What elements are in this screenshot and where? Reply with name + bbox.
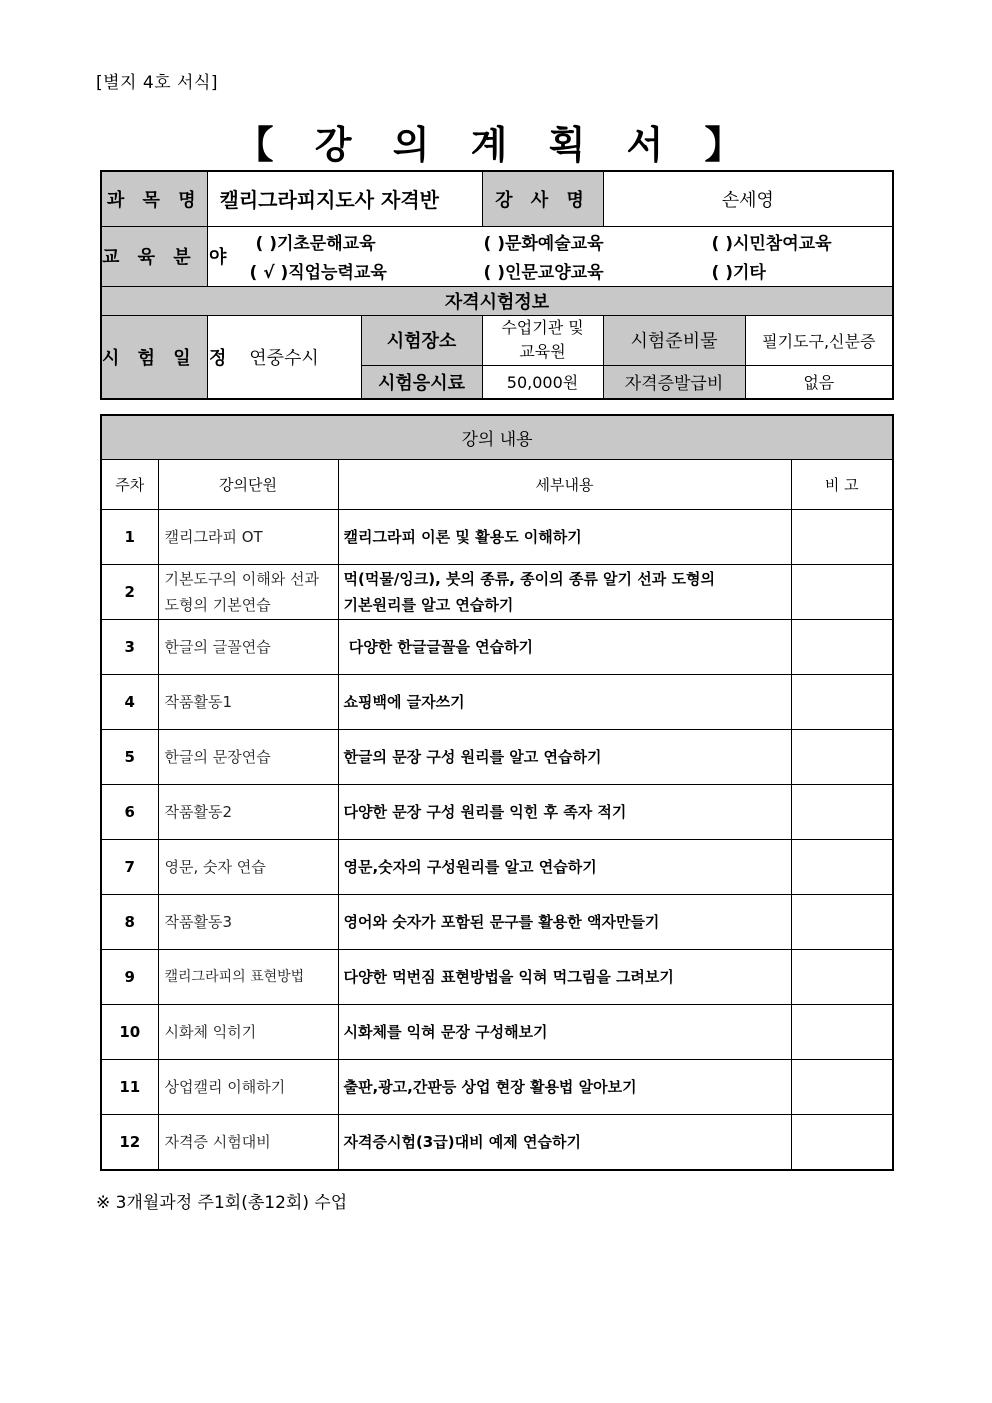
field-option-vocational: ( √ )직업능력교육 [249,263,387,283]
lesson-detail: 자격증시험(3급)대비 예제 연습하기 [338,1114,791,1170]
lesson-note [791,1059,893,1114]
week-number: 10 [101,1004,158,1059]
table-row [101,839,893,894]
lesson-note [791,949,893,1004]
lesson-unit: 영문, 숫자 연습 [158,839,338,894]
table-row [101,1114,893,1170]
lesson-note [791,509,893,564]
exam-section-title: 자격시험정보 [101,286,893,315]
week-number: 5 [101,729,158,784]
field-option-culture-arts: ( )문화예술교육 [483,234,604,254]
page-title: 【 강 의 계 획 서 】 [235,123,757,167]
exam-fee-label: 시험응시료 [361,365,482,399]
lesson-unit: 시화체 익히기 [158,1004,338,1059]
lesson-note [791,564,893,619]
exam-place-label: 시험장소 [361,315,482,365]
lesson-detail: 다양한 문장 구성 원리를 익힌 후 족자 적기 [338,784,791,839]
lesson-unit: 캘리그라피의 표현방법 [158,949,338,1004]
info-table [100,170,894,400]
lesson-detail: 영문,숫자의 구성원리를 알고 연습하기 [338,839,791,894]
week-number: 7 [101,839,158,894]
lesson-note [791,1004,893,1059]
exam-date-value: 연중수시 [207,315,361,399]
table-row [101,949,893,1004]
exam-fee-value: 50,000원 [482,365,603,399]
exam-date-label: 시 험 일 정 [101,315,207,399]
table-row [101,619,893,674]
week-number: 2 [101,564,158,619]
lesson-detail: 쇼핑백에 글자쓰기 [338,674,791,729]
table-row [101,674,893,729]
lesson-table [100,414,894,1171]
lesson-note [791,1114,893,1170]
table-row [101,729,893,784]
lesson-unit: 캘리그라피 OT [158,509,338,564]
instructor-value: 손세영 [603,171,893,226]
lesson-detail: 출판,광고,간판등 상업 현장 활용법 알아보기 [338,1059,791,1114]
lesson-note [791,784,893,839]
table-row [101,1004,893,1059]
header-unit: 강의단원 [158,459,338,509]
lesson-detail: 다양한 한글글꼴을 연습하기 [338,619,791,674]
cert-fee-value: 없음 [745,365,893,399]
lesson-note [791,839,893,894]
week-number: 1 [101,509,158,564]
exam-place-value: 수업기관 및 교육원 [482,315,603,365]
lesson-note [791,894,893,949]
lesson-note [791,674,893,729]
subject-value: 캘리그라피지도사 자격반 [207,171,482,226]
lesson-unit: 상업캘리 이해하기 [158,1059,338,1114]
lesson-detail: 다양한 먹번짐 표현방법을 익혀 먹그림을 그려보기 [338,949,791,1004]
header-week: 주차 [101,459,158,509]
lesson-unit: 한글의 문장연습 [158,729,338,784]
lesson-section-title: 강의 내용 [101,415,893,459]
lesson-detail: 영어와 숫자가 포함된 문구를 활용한 액자만들기 [338,894,791,949]
week-number: 3 [101,619,158,674]
lesson-note [791,619,893,674]
lesson-unit: 작품활동2 [158,784,338,839]
field-option-basic-literacy: ( )기초문해교육 [255,234,376,254]
field-option-humanities: ( )인문교양교육 [483,263,604,283]
header-note: 비 고 [791,459,893,509]
exam-prep-label: 시험준비물 [603,315,745,365]
field-label: 교 육 분 야 [101,226,207,286]
table-row [101,1059,893,1114]
week-number: 12 [101,1114,158,1170]
week-number: 6 [101,784,158,839]
cert-fee-label: 자격증발급비 [603,365,745,399]
field-option-civic: ( )시민참여교육 [711,234,832,254]
exam-prep-value: 필기도구,신분증 [745,315,893,365]
lesson-detail: 먹(먹물/잉크), 붓의 종류, 종이의 종류 알기 선과 도형의 기본원리를 알고 연습하기 [338,564,791,619]
week-number: 9 [101,949,158,1004]
lesson-detail: 캘리그라피 이론 및 활용도 이해하기 [338,509,791,564]
instructor-label: 강 사 명 [482,171,603,226]
table-row [101,894,893,949]
table-row [101,564,893,619]
lesson-unit: 한글의 글꼴연습 [158,619,338,674]
lesson-unit: 작품활동3 [158,894,338,949]
form-code: [별지 4호 서식] [96,73,218,93]
lesson-detail: 한글의 문장 구성 원리를 알고 연습하기 [338,729,791,784]
field-option-other: ( )기타 [711,263,766,283]
footnote: ※ 3개월과정 주1회(총12회) 수업 [96,1193,348,1213]
subject-label: 과 목 명 [101,171,207,226]
lesson-unit: 자격증 시험대비 [158,1114,338,1170]
lesson-unit: 기본도구의 이해와 선과 도형의 기본연습 [158,564,338,619]
table-row [101,509,893,564]
week-number: 8 [101,894,158,949]
table-row [101,784,893,839]
week-number: 4 [101,674,158,729]
field-options [207,226,893,286]
lesson-note [791,729,893,784]
lesson-detail: 시화체를 익혀 문장 구성해보기 [338,1004,791,1059]
week-number: 11 [101,1059,158,1114]
header-detail: 세부내용 [338,459,791,509]
lesson-unit: 작품활동1 [158,674,338,729]
